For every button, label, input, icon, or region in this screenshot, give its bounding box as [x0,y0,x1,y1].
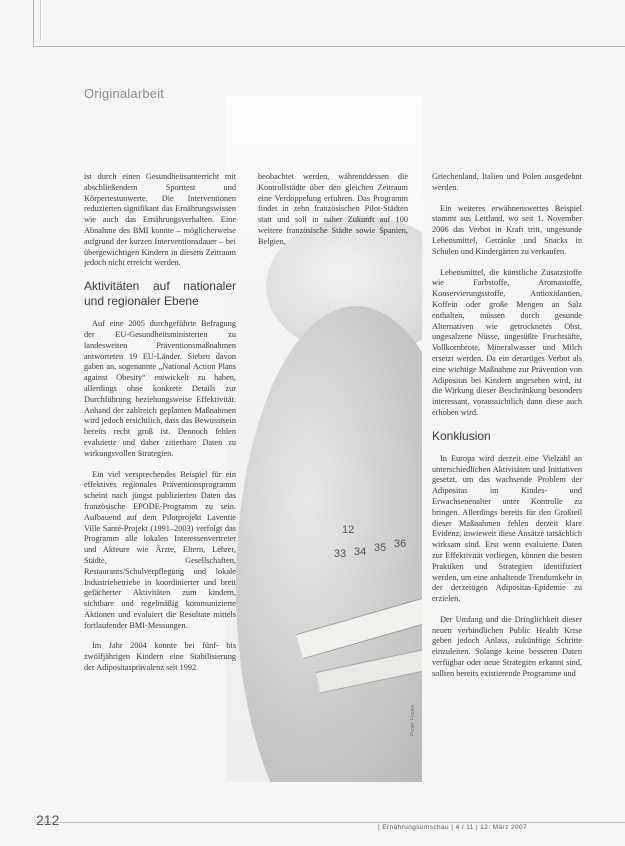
paragraph: Ein viel versprechendes Beispiel für ein effektives regionales Präventionsprogramm scheint nach jüngst publizierten Daten das französische EPODE-Programm zu sein. Aufbauend auf dem Pilotprojekt Laventie Ville Santé-Projekt (1991–2003) verfolgt das Programm alle lokalen Interessenvertreter und Akteure wie Ärzte, Eltern, Lehrer, Städte, Gesellschaften, Restaurants/Schulverpflegung und lokale Industriebetriebe in koordinierter und breit gefächerter Aktivitäten zum kindern, sichtbare und regelmäßig kommunizierte Aktionen und evaluiert die Resultate mittels fortlaufender BMI-Messungen. [84,469,236,630]
frame-line-inner [40,0,41,40]
tape-number: 33 [334,548,347,560]
paragraph: Im Jahr 2004 konnte bei fünf- bis zwölfjährigen Kindern eine Stabilisierung der Adipositasprävalenz seit 1992 [84,641,236,673]
paragraph: Der Umfang und die Dringlichkeit dieser neuen verbindlichen Public Health Krise geben jedoch Anlass, zukünftige Schritte einzuleiten. Solange keine besseren Daten verfügbar oder neue Strategien erkannt sind, sollten bereits existierende Programme und [432,614,582,678]
journal-footer: | Ernährungsumschau | 4 / 11 | 12. März 2007 [378,824,528,831]
paragraph: Auf eine 2005 durchgeführte Befragung der EU-Gesundheitsministerien zu landesweiten Präventionsmaßnahmen antworteten 19 EU-Länder. Sieben davon gaben an, sogenannte „National Action Plans against Obesity“ entwickelt zu haben, allerdings ohne konkrete Details zur Durchführung beziehungsweise Effektivität. Anhand der zahlreich geplanten Maßnahmen wird jedoch ersichtlich, dass das Bewusstsein bereits recht groß ist. Dennoch fehlen evaluierte und daher zitierbare Daten zu wirkungsvollen Strategien. [84,319,236,458]
paragraph: ist durch einen Gesundheitsunterricht mit abschließendem Sporttest und Körpertestunwerte. Die Interventionen reduzierten signifikant das Ernährungswissen wie auch das Ernährungsverhalten. Eine Abnahme des BMI konnte – möglicherweise aufgrund der kurzen Interventionsdauer – bei übergewichtigen Kindern in diesem Zeitraum jedoch nicht erreicht werden. [84,172,236,268]
paragraph: beobachtet werden, währenddessen die Kontrollstädte über den gleichen Zeitraum eine Verdoppelung erfuhren. Das Programm findet in zehn französischen Pilot-Städten statt und soll in naher Zukunft auf 100 weitere französische Städte sowie Spanien, Belgien, [258,172,408,246]
frame-line-left [33,0,34,47]
section-heading: Konklusion [432,428,491,443]
tape-number: 35 [374,542,387,554]
paragraph: In Europa wird derzeit eine Vielzahl an unterschiedlichen Aktivitäten und Initiativen gesetzt, um das wachsende Problem der Adipositas im Kindes- und Erwachsenenalter unter Kontrolle zu bringen. Allerdings bereits für den Großteil dieser Maßnahmen fehlen derzeit klare Evidenz, inwieweit diese Ansätze tatsächlich wirksam sind. Erst wenn evaluierte Daten zur Effektivität vorliegen, können die besten Praktiken und Strategien identifiziert werden, um eine anhaltende Trendumkehr in der derzeitigen Adipositas-Epidemie zu erzielen. [432,453,582,604]
section-tag: Originalarbeit [84,86,165,101]
paragraph: Lebensmittel, die künstliche Zusatzstoffe wie Farbstoffe, Aromastoffe, Konservierungsstoffe, Antioxidantien, Koffein oder große Mengen an Salz enthalten, müssen durch gesunde Alternativen wie getrocknetes Obst, ungesalzene Nüsse, ungesüßte Fruchtsäfte, Vollkornbrote, Mineralwasser und Milch ersetzt werden. Da ein derartiges Verbot als eine wichtige Maßnahme zur Prävention von Adipositas bei Kindern angesehen wird, ist die Wirkung dieser Beschränkung besonders interessant, voraussichtlich dann diese auch erhoben wird. [432,267,582,417]
tape-number: 36 [394,538,407,550]
text-column-3 [432,172,582,690]
paragraph: Ein weiteres erwähnenswertes Beispiel stammt aus Lettland, wo seit 1. November 2006 das Verbot in Kraft tritt, ungesunde Lebensmittel, Getränke und Snacks in Schulen und Kindergärten zu verkaufen. [432,203,582,256]
paragraph: Griechenland, Italien und Polen ausgedehnt werden. [432,172,582,192]
text-column-2 [258,172,408,258]
section-heading: Aktivitäten auf nationaler und regionaler Ebene [84,279,236,309]
page-number: 212 [36,812,60,828]
text-column-1 [84,172,236,684]
photo-credit: Photo: Fotolia [410,705,416,736]
footer-rule [36,822,625,823]
header-rule [33,46,625,47]
tape-number: 34 [354,546,367,558]
tape-number: 12 [342,524,355,536]
